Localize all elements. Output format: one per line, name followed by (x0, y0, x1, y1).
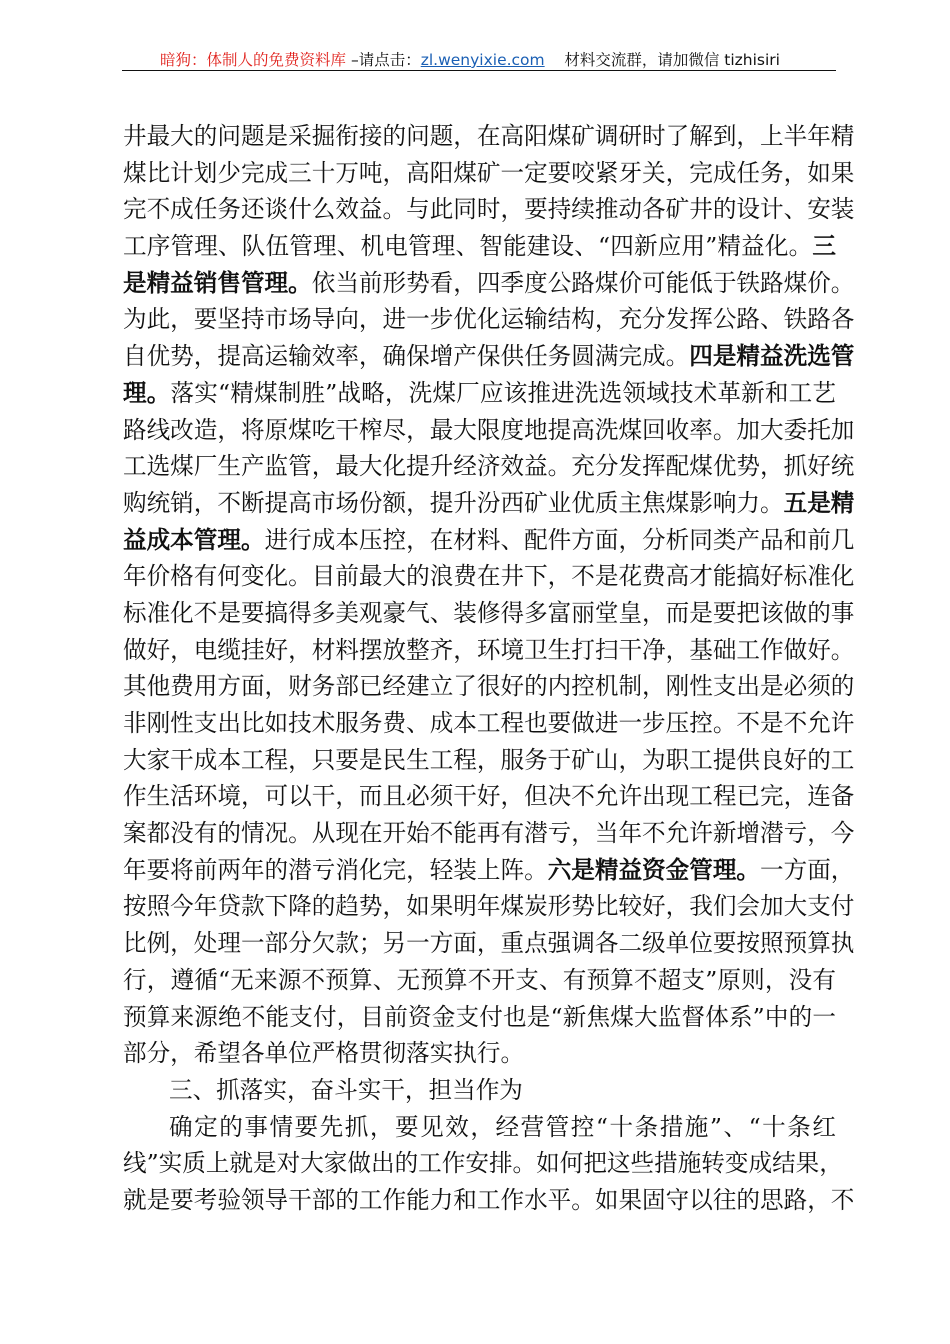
header-brand: 暗狗：体制人的免费资料库 (160, 51, 347, 69)
text-line (123, 118, 855, 155)
bold-run: 五是精 (783, 488, 855, 517)
text-run: 部分，希望各单位严格贯彻落实执行。 (123, 1039, 525, 1068)
text-line (123, 155, 855, 192)
text-run: 行，遵循“无来源不预算、无预算不开支、有预算不超支”原则，没有 (123, 965, 836, 994)
text-line (123, 522, 855, 559)
text-line (123, 962, 836, 999)
text-line (123, 778, 855, 815)
text-run: 作生活环境，可以干，而且必须干好，但决不允许出现工程已完，连备 (123, 782, 855, 811)
text-run: 就是要考验领导干部的工作能力和工作水平。如果固守以往的思路，不 (123, 1185, 855, 1214)
bold-run: 益成本管理。 (123, 525, 265, 554)
text-line (123, 595, 855, 632)
header-contact: 材料交流群，请加微信 tizhisiri (544, 51, 780, 69)
text-line (123, 632, 855, 669)
bold-run: 理。 (123, 378, 171, 407)
text-run: 进行成本压控，在材料、配件方面，分析同类产品和前几 (264, 525, 855, 554)
text-run: 非刚性支出比如技术服务费、成本工程也要做进一步压控。不是不允许 (123, 709, 855, 737)
text-run: 落实“精煤制胜”战略，洗煤厂应该推进洗选领域技术革新和工艺 (170, 378, 836, 407)
text-run: 工序管理、队伍管理、机电管理、智能建设、“四新应用”精益化。 (123, 232, 813, 261)
text-line (123, 888, 855, 925)
text-line (123, 375, 836, 412)
text-run: 三、抓落实，奋斗实干，担当作为 (169, 1075, 523, 1104)
text-run: 标准化不是要搞得多美观豪气、装修得多富丽堂皇，而是要把该做的事 (123, 598, 855, 627)
text-line (123, 301, 855, 338)
text-line (123, 1109, 836, 1146)
text-run: 其他费用方面，财务部已经建立了很好的内控机制，刚性支出是必须的 (123, 672, 855, 701)
text-run: 购统销，不断提高市场份额，提升汾西矿业优质主焦煤影响力。 (123, 488, 784, 517)
bold-run: 六是精益资金管理。 (547, 855, 761, 884)
text-line (123, 448, 855, 485)
text-line (123, 485, 855, 522)
text-line (123, 1182, 855, 1219)
text-line (123, 815, 855, 852)
bold-run: 三 (812, 232, 836, 261)
text-line (123, 265, 855, 302)
text-run: 自优势，提高运输效率，确保增产保供任务圆满完成。 (123, 342, 690, 371)
text-run: 比例，处理一部分欠款；另一方面，重点强调各二级单位要按照预算执 (123, 929, 855, 958)
text-line (123, 558, 855, 595)
text-line (123, 925, 855, 962)
text-line (123, 742, 855, 779)
text-line (123, 228, 836, 265)
text-run: 做好，电缆挂好，材料摆放整齐，环境卫生打扫干净，基础工作做好。 (123, 635, 855, 664)
text-run: 年要将前两年的潜亏消化完，轻装上阵。 (123, 855, 548, 884)
text-run: 工选煤厂生产监管，最大化提升经济效益。充分发挥配煤优势，抓好统 (123, 452, 855, 481)
text-run: 完不成任务还谈什么效益。与此同时，要持续推动各矿井的设计、安装 (123, 195, 855, 224)
text-line (123, 705, 855, 742)
text-line (123, 1035, 836, 1072)
section-heading (123, 1072, 836, 1109)
text-run: 年价格有何变化。目前最大的浪费在井下，不是花费高才能搞好标准化 (123, 562, 855, 591)
text-line (123, 191, 855, 228)
page-header (122, 46, 836, 70)
text-run: 确定的事情要先抓，要见效，经营管控“十条措施”、“十条红 (169, 1112, 836, 1141)
text-run: 依当前形势看，四季度公路煤价可能低于铁路煤价。 (311, 268, 855, 297)
text-run: 为此，要坚持市场导向，进一步优化运输结构，充分发挥公路、铁路各 (123, 305, 855, 334)
text-run: 按照今年贷款下降的趋势，如果明年煤炭形势比较好，我们会加大支付 (123, 892, 855, 921)
text-run: 井最大的问题是采掘衔接的问题，在高阳煤矿调研时了解到，上半年精 (123, 122, 855, 150)
text-line (123, 1145, 843, 1182)
text-line (123, 338, 855, 375)
text-run: 预算来源绝不能支付，目前资金支付也是“新焦煤大监督体系”中的一 (123, 1002, 836, 1031)
header-rule (122, 70, 836, 71)
text-run: 案都没有的情况。从现在开始不能再有潜亏，当年不允许新增潜亏，今 (123, 819, 855, 848)
bold-run: 是精益销售管理。 (123, 268, 312, 297)
text-line (123, 852, 855, 889)
bold-run: 四是精益洗选管 (689, 342, 855, 371)
text-run: 大家干成本工程，只要是民生工程，服务于矿山，为职工提供良好的工 (123, 745, 855, 774)
text-run: 路线改造，将原煤吃干榨尽，最大限度地提高洗煤回收率。加大委托加 (123, 415, 855, 444)
document-body (123, 118, 855, 1219)
header-prompt: –请点击： (346, 51, 421, 69)
header-link[interactable]: zl.wenyixie.com (420, 51, 545, 69)
text-line (123, 668, 855, 705)
text-run: 煤比计划少完成三十万吨，高阳煤矿一定要咬紧牙关，完成任务，如果 (123, 158, 855, 187)
text-run: 一方面， (760, 855, 855, 884)
text-line (123, 999, 836, 1036)
text-line (123, 412, 855, 449)
text-run: 线”实质上就是对大家做出的工作安排。如何把这些措施转变成结果， (123, 1149, 843, 1178)
